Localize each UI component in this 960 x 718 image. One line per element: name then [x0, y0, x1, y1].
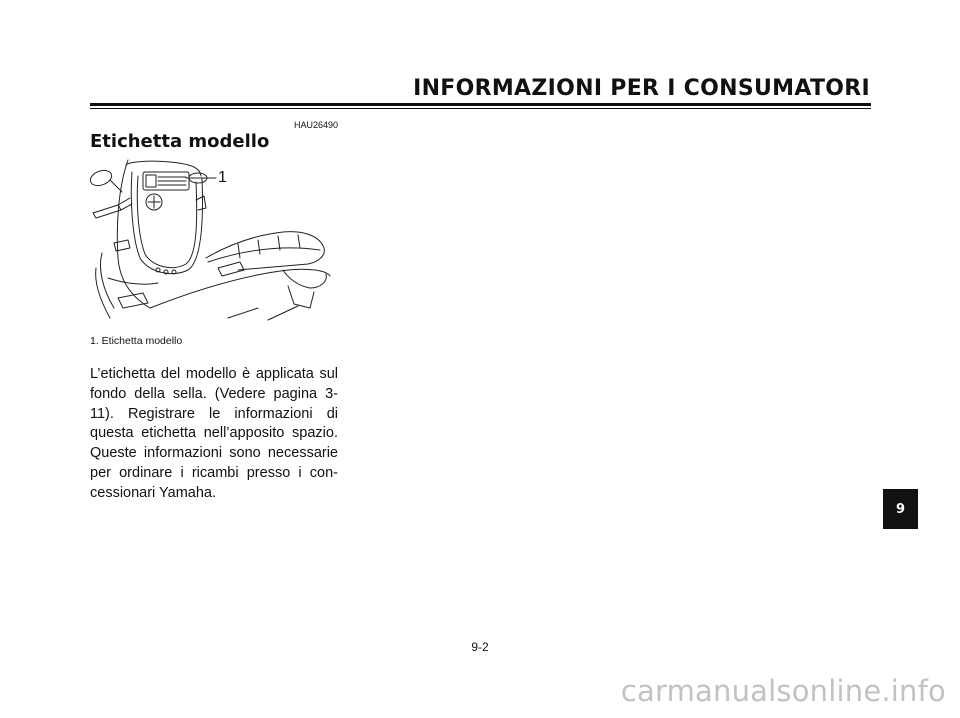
- header-rule-thick: [90, 103, 871, 106]
- chapter-tab[interactable]: 9: [883, 489, 918, 529]
- watermark: carmanualsonline.info: [620, 674, 946, 708]
- header-rule-thin: [90, 108, 871, 109]
- scooter-seat-illustration: [88, 158, 338, 323]
- reference-code: HAU26490: [293, 120, 338, 130]
- section-title: Etichetta modello: [90, 131, 270, 152]
- page-number: 9-2: [471, 640, 489, 654]
- page-header-title: INFORMAZIONI PER I CONSUMATORI: [413, 76, 870, 101]
- figure-caption: 1. Etichetta modello: [90, 335, 183, 347]
- body-paragraph: L’etichetta del modello è applicata sul fondo della sella. (Vedere pagina 3-11). Registrare le informazioni di questa etichetta nell’apposito spazio. Queste informazioni sono necessarie per ordinare i ricambi presso i con-cessionari Yamaha.: [90, 366, 338, 501]
- callout-number: 1: [218, 169, 227, 186]
